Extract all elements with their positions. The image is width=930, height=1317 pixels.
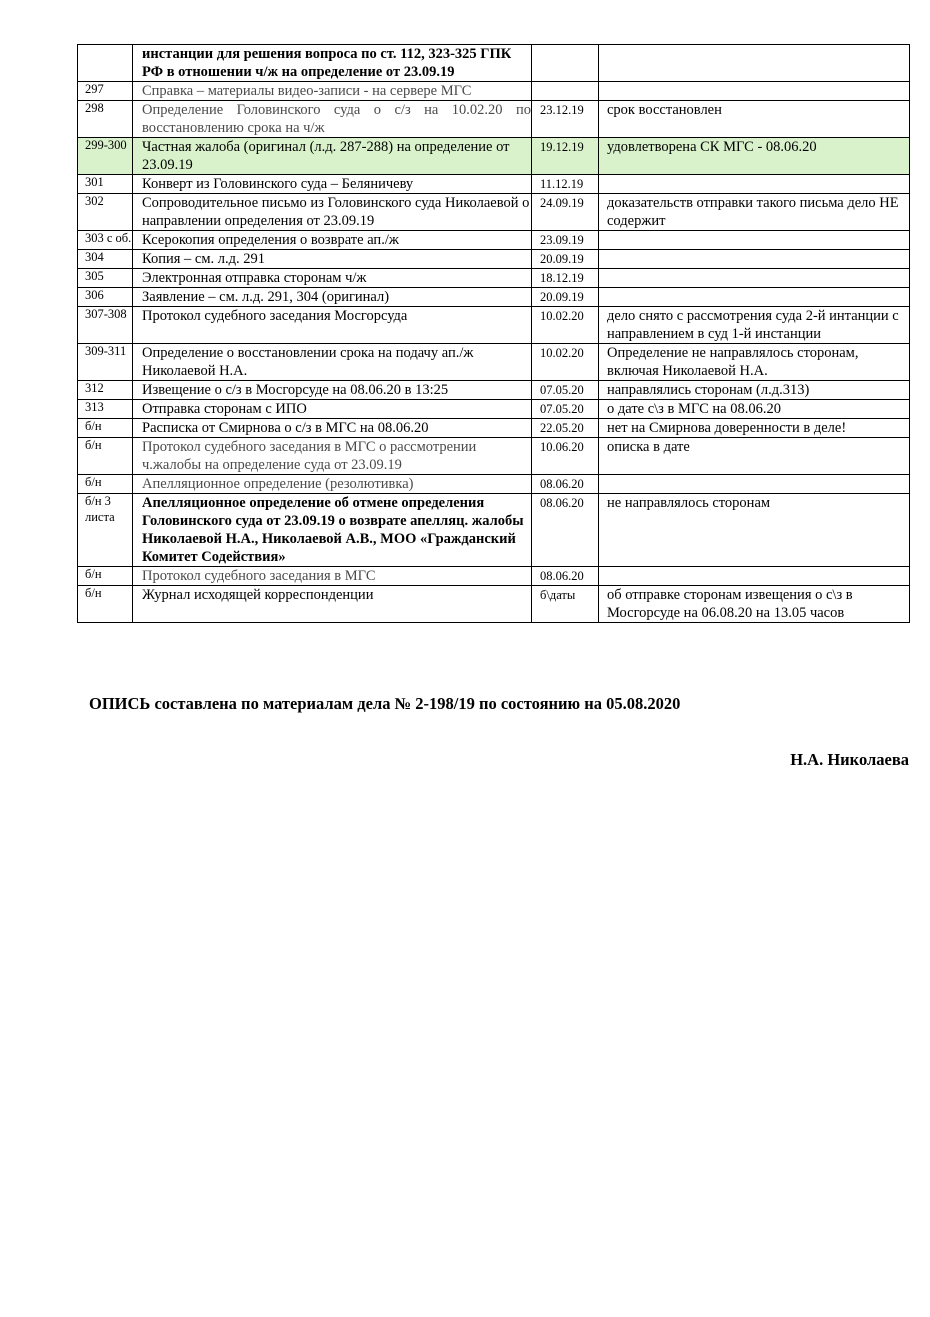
sheet-number-cell: 299-300	[78, 138, 133, 175]
sheet-number-cell: б/н	[78, 475, 133, 494]
note-cell	[599, 475, 910, 494]
document-date-cell: 10.06.20	[532, 438, 599, 475]
sheet-number-cell: 303 с об.	[78, 231, 133, 250]
table-row	[78, 194, 910, 231]
document-description-cell: Определение Головинского суда о с/з на 10.02.20 по восстановлению срока на ч/ж	[133, 101, 532, 138]
signature-name: Н.А. Николаева	[790, 750, 909, 769]
table-row	[78, 288, 910, 307]
document-description-cell: Заявление – см. л.д. 291, 304 (оригинал)	[133, 288, 532, 307]
table-row	[78, 381, 910, 400]
document-date-cell: 20.09.19	[532, 250, 599, 269]
table-row	[78, 344, 910, 381]
document-description-cell: Определение о восстановлении срока на подачу ап./ж Николаевой Н.А.	[133, 344, 532, 381]
document-date-cell: 08.06.20	[532, 567, 599, 586]
document-date-cell: 23.12.19	[532, 101, 599, 138]
note-cell	[599, 288, 910, 307]
document-description-cell: Справка – материалы видео-записи - на сервере МГС	[133, 82, 532, 101]
document-description-cell: Апелляционное определение (резолютивка)	[133, 475, 532, 494]
note-cell	[599, 82, 910, 101]
document-description-cell: Апелляционное определение об отмене определения Головинского суда от 23.09.19 о возврате апелляц. жалобы Николаевой Н.А., Николаевой А.В., МОО «Гражданский Комитет Содействия»	[133, 494, 532, 567]
document-description-cell: Ксерокопия определения о возврате ап./ж	[133, 231, 532, 250]
document-description-cell: Протокол судебного заседания Мосгорсуда	[133, 307, 532, 344]
sheet-number-cell: 313	[78, 400, 133, 419]
table-row	[78, 269, 910, 288]
document-description-cell: Протокол судебного заседания в МГС	[133, 567, 532, 586]
document-date-cell: 19.12.19	[532, 138, 599, 175]
document-description-cell: Извещение о с/з в Мосгорсуде на 08.06.20 в 13:25	[133, 381, 532, 400]
document-date-cell: 23.09.19	[532, 231, 599, 250]
note-cell: Определение не направлялось сторонам, включая Николаевой Н.А.	[599, 344, 910, 381]
document-description-cell: Журнал исходящей корреспонденции	[133, 586, 532, 623]
document-date-cell: 10.02.20	[532, 344, 599, 381]
case-inventory-table	[77, 44, 910, 623]
note-cell: направлялись сторонам (л.д.313)	[599, 381, 910, 400]
document-date-cell: 08.06.20	[532, 494, 599, 567]
document-description-cell: Отправка сторонам с ИПО	[133, 400, 532, 419]
document-date-cell: б\даты	[532, 586, 599, 623]
document-date-cell: 11.12.19	[532, 175, 599, 194]
document-description-cell: Электронная отправка сторонам ч/ж	[133, 269, 532, 288]
sheet-number-cell: б/н	[78, 438, 133, 475]
document-date-cell	[532, 82, 599, 101]
note-cell: не направлялось сторонам	[599, 494, 910, 567]
note-cell: описка в дате	[599, 438, 910, 475]
table-row	[78, 45, 910, 82]
table-row	[78, 438, 910, 475]
table-row	[78, 138, 910, 175]
sheet-number-cell	[78, 45, 133, 82]
sheet-number-cell: 309-311	[78, 344, 133, 381]
note-cell: об отправке сторонам извещения о с\з в Мосгорсуде на 06.08.20 на 13.05 часов	[599, 586, 910, 623]
note-cell: о дате с\з в МГС на 08.06.20	[599, 400, 910, 419]
document-description-cell: Конверт из Головинского суда – Беляничеву	[133, 175, 532, 194]
sheet-number-cell: 302	[78, 194, 133, 231]
document-description-cell: Протокол судебного заседания в МГС о рассмотрении ч.жалобы на определение суда от 23.09.19	[133, 438, 532, 475]
sheet-number-cell: 305	[78, 269, 133, 288]
note-cell	[599, 231, 910, 250]
table-row	[78, 419, 910, 438]
sheet-number-cell: 304	[78, 250, 133, 269]
sheet-number-cell: 306	[78, 288, 133, 307]
note-cell: нет на Смирнова доверенности в деле!	[599, 419, 910, 438]
document-date-cell: 10.02.20	[532, 307, 599, 344]
document-description-cell: Расписка от Смирнова о с/з в МГС на 08.06.20	[133, 419, 532, 438]
document-date-cell: 07.05.20	[532, 400, 599, 419]
document-date-cell: 24.09.19	[532, 194, 599, 231]
sheet-number-cell: б/н	[78, 567, 133, 586]
table-row	[78, 586, 910, 623]
inventory-body	[78, 45, 910, 623]
table-row	[78, 494, 910, 567]
document-description-cell: Копия – см. л.д. 291	[133, 250, 532, 269]
note-cell	[599, 567, 910, 586]
table-row	[78, 250, 910, 269]
document-description-cell: Сопроводительное письмо из Головинского суда Николаевой о направлении определения от 23.09.19	[133, 194, 532, 231]
note-cell	[599, 45, 910, 82]
sheet-number-cell: 298	[78, 101, 133, 138]
document-date-cell: 07.05.20	[532, 381, 599, 400]
sheet-number-cell: 297	[78, 82, 133, 101]
sheet-number-cell: б/н	[78, 586, 133, 623]
document-date-cell: 18.12.19	[532, 269, 599, 288]
document-description-cell: инстанции для решения вопроса по ст. 112, 323-325 ГПК РФ в отношении ч/ж на определение от 23.09.19	[133, 45, 532, 82]
note-cell: доказательств отправки такого письма дело НЕ содержит	[599, 194, 910, 231]
document-date-cell: 08.06.20	[532, 475, 599, 494]
document-date-cell: 22.05.20	[532, 419, 599, 438]
sheet-number-cell: 307-308	[78, 307, 133, 344]
table-row	[78, 400, 910, 419]
table-row	[78, 567, 910, 586]
document-description-cell: Частная жалоба (оригинал (л.д. 287-288) на определение от 23.09.19	[133, 138, 532, 175]
note-cell: срок восстановлен	[599, 101, 910, 138]
table-row	[78, 175, 910, 194]
document-date-cell: 20.09.19	[532, 288, 599, 307]
table-row	[78, 101, 910, 138]
note-cell	[599, 269, 910, 288]
sheet-number-cell: б/н	[78, 419, 133, 438]
table-row	[78, 231, 910, 250]
sheet-number-cell: б/н 3 листа	[78, 494, 133, 567]
sheet-number-cell: 312	[78, 381, 133, 400]
table-row	[78, 475, 910, 494]
note-cell: дело снято с рассмотрения суда 2-й интанции с направлением в суд 1-й инстанции	[599, 307, 910, 344]
document-date-cell	[532, 45, 599, 82]
note-cell	[599, 175, 910, 194]
table-row	[78, 82, 910, 101]
sheet-number-cell: 301	[78, 175, 133, 194]
note-cell	[599, 250, 910, 269]
table-row	[78, 307, 910, 344]
note-cell: удовлетворена СК МГС - 08.06.20	[599, 138, 910, 175]
inventory-summary: ОПИСЬ составлена по материалам дела № 2-198/19 по состоянию на 05.08.2020	[89, 694, 681, 713]
